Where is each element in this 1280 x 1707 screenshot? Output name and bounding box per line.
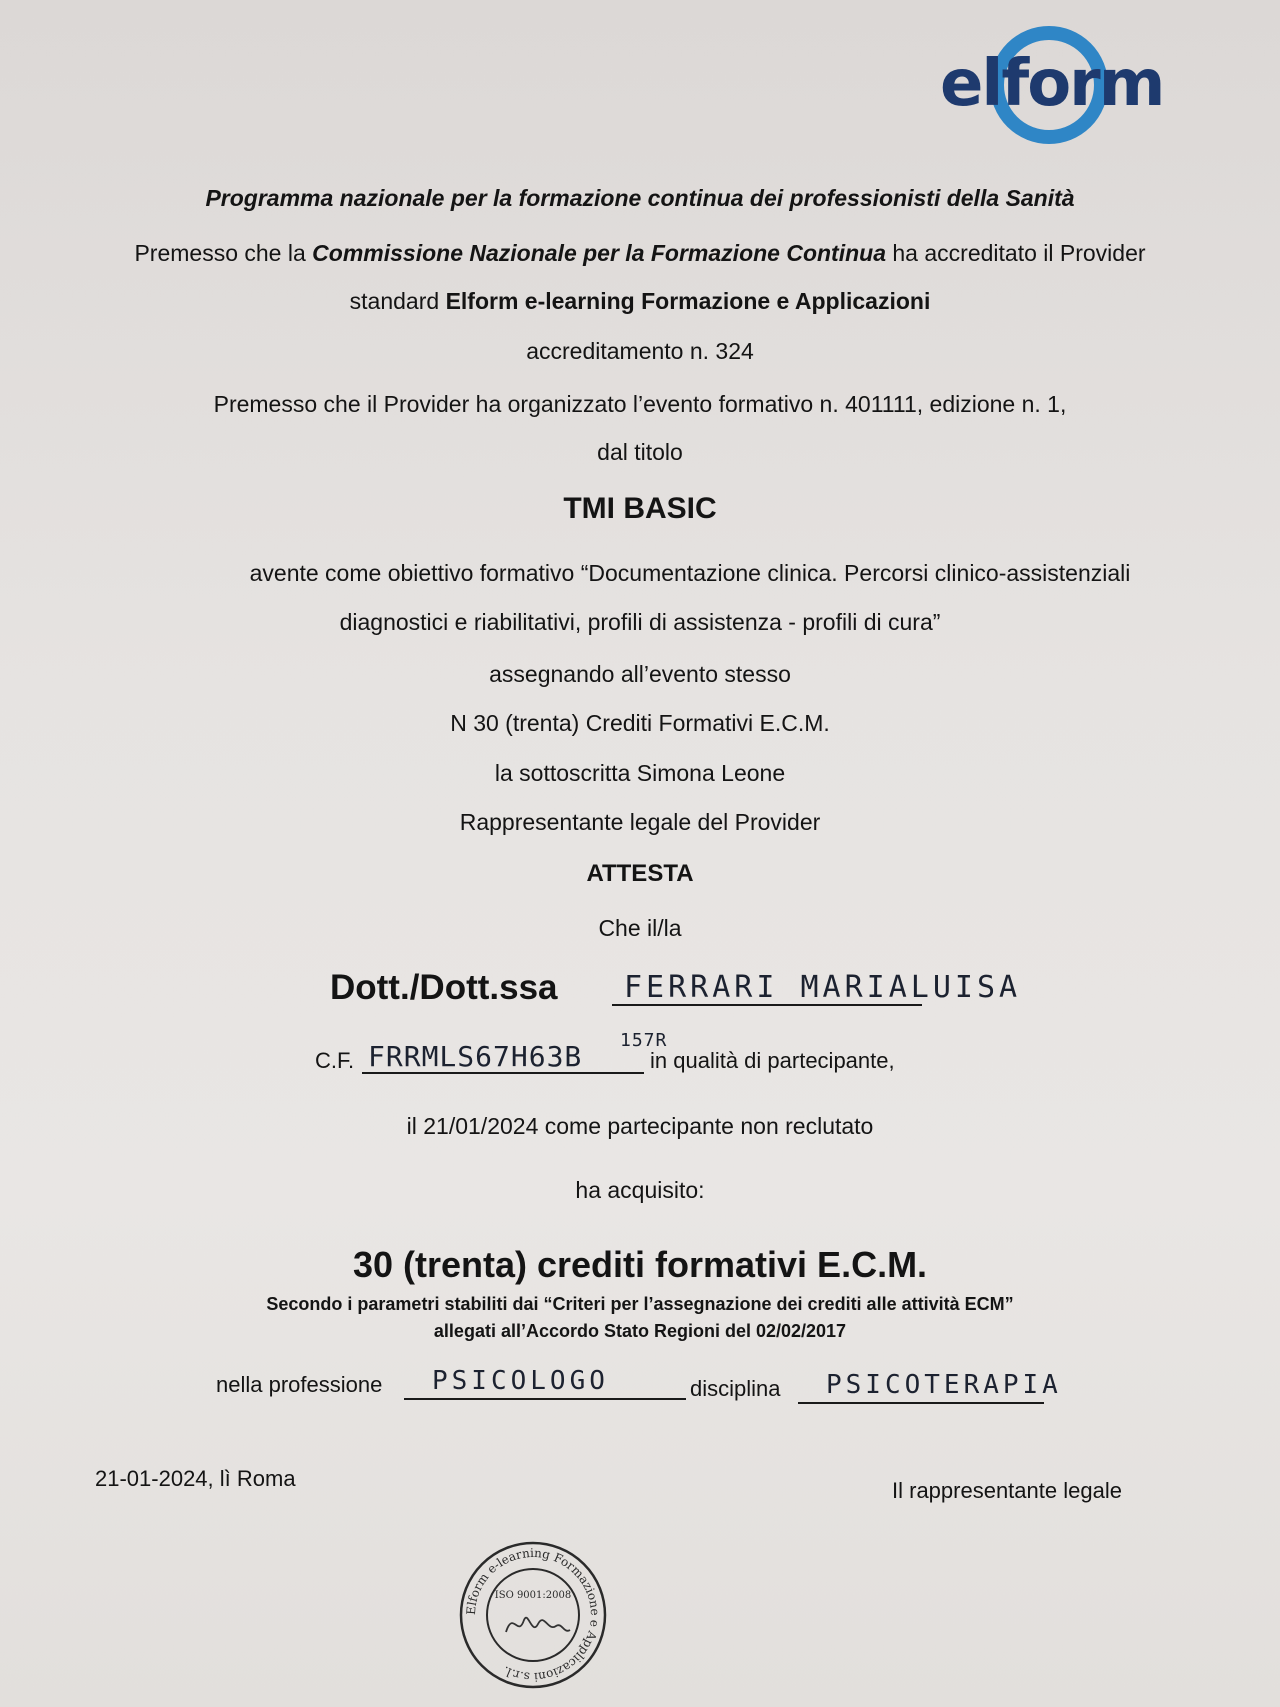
cf-handwritten: FRRMLS67H63B	[368, 1040, 583, 1073]
credits-assigned: N 30 (trenta) Crediti Formativi E.C.M.	[450, 710, 830, 736]
salutation: Dott./Dott.ssa	[330, 968, 558, 1007]
svg-text:Elform e-learning Formazione e	[464, 1546, 602, 1684]
signature-scribble-icon	[506, 1618, 570, 1632]
objective-line-2: diagnostici e riabilitativi, profili di assistenza - profili di cura”	[339, 609, 941, 635]
criteria-line-2: allegati all’Accordo Stato Regioni del 02/02/2017	[433, 1321, 847, 1341]
participation-date: il 21/01/2024 come partecipante non reclutato	[406, 1113, 874, 1139]
profession-underline	[404, 1398, 686, 1400]
objective-line-1: avente come obiettivo formativo “Documentazione clinica. Percorsi clinico-assistenziali	[249, 560, 1131, 586]
discipline-label: disciplina	[690, 1376, 781, 1401]
company-stamp	[458, 1540, 608, 1690]
discipline-underline	[798, 1402, 1044, 1404]
title-intro: dal titolo	[597, 439, 683, 465]
provider-type: standard	[349, 288, 446, 314]
premise-event: Premesso che il Provider ha organizzato l’evento formativo n. 401111, edizione n. 1,	[213, 391, 1067, 417]
premise-commission	[0, 238, 1280, 268]
provider-name: Elform e-learning Formazione e Applicazioni	[445, 288, 931, 314]
premise-commission-c: ha accreditato il Provider	[886, 240, 1146, 266]
stamp-ring-text: Elform e-learning Formazione e Applicazioni s.r.l.	[463, 1545, 603, 1685]
logo-text: elform	[940, 47, 1164, 121]
elform-logo	[940, 20, 1170, 160]
stamp-inner-text: ISO 9001:2008	[494, 1590, 572, 1601]
event-title: TMI BASIC	[563, 492, 717, 525]
accreditation-number: accreditamento n. 324	[526, 338, 754, 364]
che-line: Che il/la	[598, 915, 682, 941]
premise-commission-a: Premesso che la	[134, 240, 313, 266]
criteria-line-1: Secondo i parametri stabiliti dai “Criteri per l’assegnazione dei crediti alle attività ECM”	[266, 1294, 1014, 1314]
profession-label: nella professione	[216, 1372, 383, 1397]
participant-name-handwritten: FERRARI MARIALUISA	[624, 970, 1022, 1005]
profession-handwritten: PSICOLOGO	[432, 1366, 609, 1396]
place-date: 21-01-2024, lì Roma	[95, 1466, 296, 1491]
attesta-heading: ATTESTA	[586, 860, 694, 887]
signer-role: Rappresentante legale del Provider	[459, 809, 821, 835]
cf-suffix: in qualità di partecipante,	[650, 1048, 895, 1073]
acquired-line: ha acquisito:	[575, 1177, 705, 1203]
legal-representative: Il rappresentante legale	[892, 1478, 1122, 1503]
commission-name: Commissione Nazionale per la Formazione Continua	[312, 240, 886, 266]
discipline-handwritten: PSICOTERAPIA	[826, 1370, 1062, 1400]
cf-label: C.F.	[315, 1048, 355, 1073]
assign-line: assegnando all’evento stesso	[489, 661, 791, 687]
cf-handwritten-sup: 157R	[620, 1030, 668, 1051]
signer-line: la sottoscritta Simona Leone	[494, 760, 786, 786]
credits-awarded: 30 (trenta) crediti formativi E.C.M.	[352, 1244, 928, 1285]
provider-line	[0, 286, 1280, 316]
program-line: Programma nazionale per la formazione continua dei professionisti della Sanità	[205, 185, 1075, 211]
